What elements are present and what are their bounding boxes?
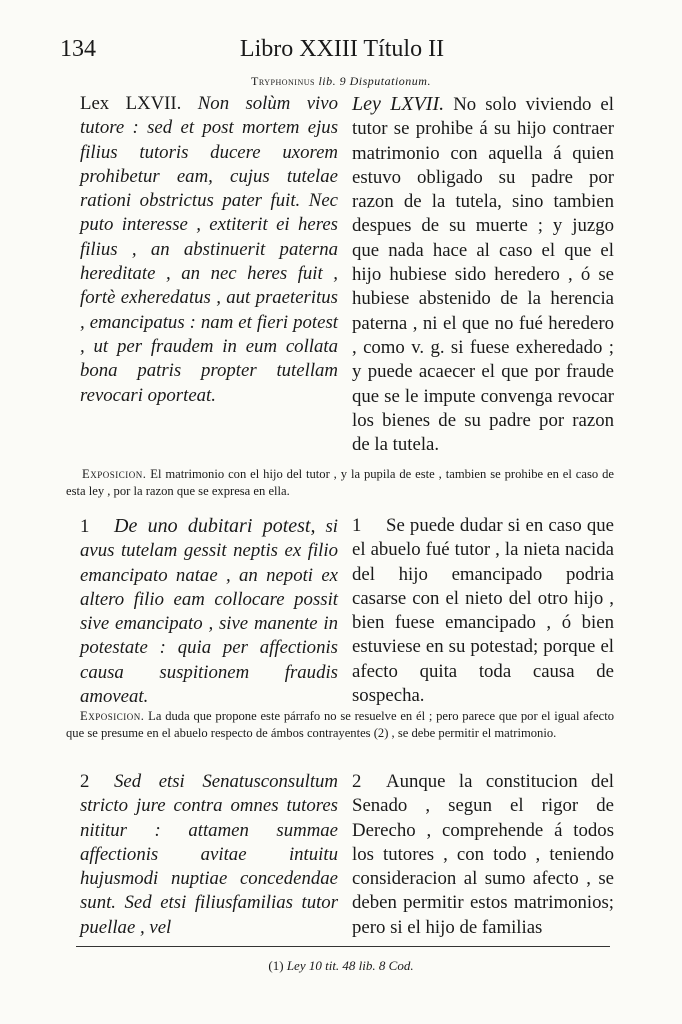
spanish-column: [352, 92, 614, 457]
latin-law-heading: Lex LXVII.: [80, 93, 182, 114]
source-reference: lib. 9 Disputationum.: [318, 74, 431, 88]
source-author: Tryphoninus: [251, 74, 315, 88]
latin-paragraph-text: Sed etsi Senatusconsultum stricto jure contra omnes tutores nititur : attamen summae affectionis avitae intuitu hujusmodi nuptiae concedendae sunt. Sed etsi filiusfamilias tutor puellae , vel: [80, 771, 338, 938]
law-67-section: [80, 92, 612, 456]
running-header: [60, 30, 624, 66]
spanish-column: [352, 514, 614, 708]
exposicion-label: Exposicion.: [82, 467, 147, 481]
spanish-paragraph-text: Aunque la constitucion del Senado , segun el rigor de Derecho , comprehende á todos los tutores , con todo , teniendo consideracion al sumo afecto , se deben permitir estos matrimonios; pero si el hijo de familias: [352, 771, 614, 938]
latin-paragraph-text: si avus tutelam gessit neptis ex filio emancipato natae , an nepoti ex altero filio eam collocare possit sive emancipato , sive manente in potestate : quia per affectionis causa suspitionem fraudis amoveat.: [80, 516, 338, 708]
spanish-column: [352, 770, 614, 940]
footnote-marker: (1): [268, 958, 284, 973]
latin-column: [80, 770, 338, 940]
exposicion-text: El matrimonio con el hijo del tutor , y la pupila de este , tambien se prohibe en el caso de esta ley , por la razon que se expresa en ella.: [66, 467, 614, 498]
exposicion-label: Exposicion.: [80, 709, 145, 723]
paragraph-1-section: [80, 514, 614, 708]
paragraph-2-section: [80, 770, 612, 940]
latin-paragraph-lead: De uno dubitari potest,: [114, 515, 316, 537]
exposicion-2: [66, 708, 614, 742]
page-number: 134: [60, 36, 96, 62]
latin-column: [80, 514, 338, 709]
paragraph-number: 1: [352, 515, 362, 536]
spanish-paragraph-text: Se puede dudar si en caso que el abuelo fué tutor , la nieta nacida del hijo emancipado podria casarse con el nieto del otro hijo , bien fuese emancipado , ó bien estuviese en su potestad; porque el afecto quita toda causa de sospecha.: [352, 515, 614, 707]
spanish-law-heading: Ley LXVII.: [352, 93, 445, 115]
paragraph-number: 1: [80, 516, 90, 537]
footnote-text: Ley 10 tit. 48 lib. 8 Cod.: [286, 958, 414, 973]
footnote-rule: [76, 946, 610, 947]
exposicion-1: [66, 466, 614, 500]
latin-column: [80, 92, 338, 408]
running-title: Libro XXIII Título II: [239, 36, 445, 62]
exposicion-text: La duda que propone este párrafo no se resuelve en él ; pero parece que por el igual afecto que se presume en el abuelo respecto de ámbos contrayentes (2) , se debe permitir el matrimonio.: [66, 709, 614, 740]
spanish-law-text: No solo viviendo el tutor se prohibe á su hijo contraer matrimonio con aquella á quien estuvo obligado su padre por razon de la tutela, sino tambien despues de su muerte ; y juzgo que nada hace al caso el que el hijo hubiese sido heredero , ó se hubiese abstenido de la herencia paterna , ni el que no fué heredero , como v. g. si fuese exheredado ; y puede acaecer el que por fraude que se le impute convenga revocar los bienes de su padre por razon de la tutela.: [352, 94, 614, 456]
paragraph-number: 2: [80, 771, 90, 792]
footnote: [0, 958, 682, 974]
latin-law-text: Non solùm vivo tutore : sed et post mortem ejus filius tutoris ducere uxorem prohibetur eam, cujus tutelae rationi obstrictus pater fuit. Nec puto interesse , extiterit ei heres filius , an abstinuerit paterna hereditate , an nec heres fuit , fortè exheredatus , aut praeteritus , emancipatus : nam et fieri potest , ut per fraudem in eum collata bona patris propter tutellam revocari oporteat.: [80, 93, 338, 406]
paragraph-number: 2: [352, 771, 362, 792]
source-citation: [0, 74, 682, 89]
